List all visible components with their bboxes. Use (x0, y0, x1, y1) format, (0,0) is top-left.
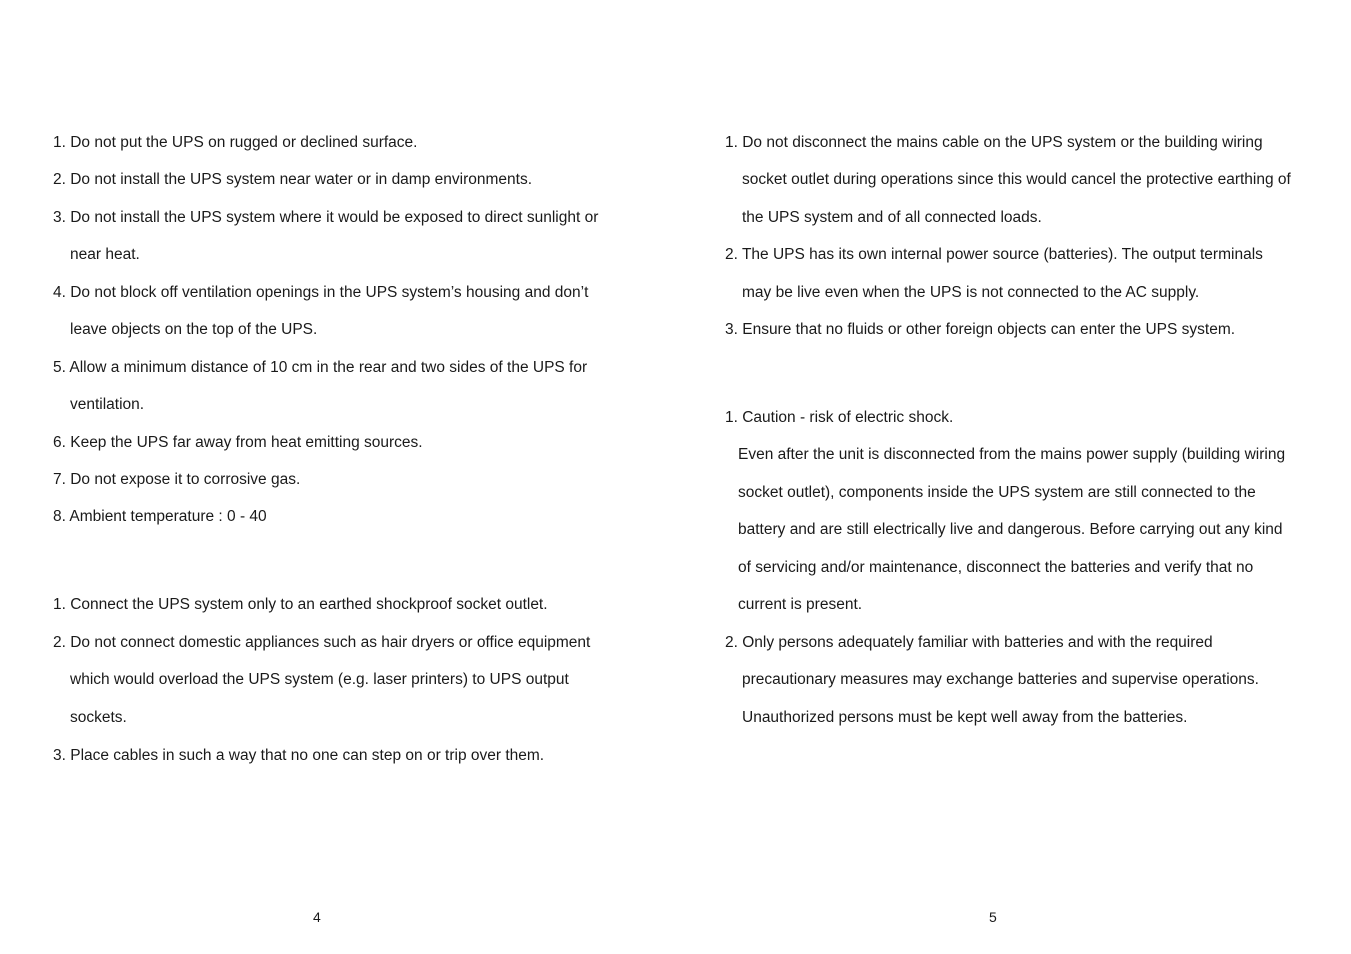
install-item-6: 6. Keep the UPS far away from heat emitting sources. (53, 434, 423, 451)
install-item-2: 2. Do not install the UPS system near water or in damp environments. (53, 171, 532, 188)
install-item-5: 5. Allow a minimum distance of 10 cm in the rear and two sides of the UPS for (53, 359, 588, 376)
maintenance-item-1-cont-3: battery and are still electrically live and dangerous. Before carrying out any kind (738, 521, 1283, 538)
operation-item-2-cont: may be live even when the UPS is not connected to the AC supply. (742, 284, 1200, 301)
operation-item-1-cont-2: the UPS system and of all connected loads. (742, 209, 1042, 226)
operation-item-1: 1. Do not disconnect the mains cable on the UPS system or the building wiring (725, 134, 1263, 151)
install-item-8: 8. Ambient temperature : 0 - 40 (53, 508, 267, 525)
page-number: 4 (313, 909, 321, 925)
install-item-1: 1. Do not put the UPS on rugged or declined surface. (53, 134, 418, 151)
left-page (0, 0, 675, 954)
right-page (675, 0, 1351, 954)
connect-item-2-cont: which would overload the UPS system (e.g. laser printers) to UPS output (70, 671, 569, 688)
connect-item-1: 1. Connect the UPS system only to an earthed shockproof socket outlet. (53, 596, 548, 613)
install-item-4: 4. Do not block off ventilation openings in the UPS system’s housing and don’t (53, 284, 589, 301)
install-item-5-cont: ventilation. (70, 396, 145, 413)
page-number: 5 (989, 909, 997, 925)
maintenance-item-2-cont: precautionary measures may exchange batteries and supervise operations. (742, 671, 1259, 688)
connect-item-2-cont-2: sockets. (70, 709, 127, 726)
operation-item-3: 3. Ensure that no fluids or other foreign objects can enter the UPS system. (725, 321, 1236, 338)
maintenance-item-1-cont-4: of servicing and/or maintenance, disconnect the batteries and verify that no (738, 559, 1254, 576)
maintenance-item-1-cont-2: socket outlet), components inside the UPS system are still connected to the (738, 484, 1256, 501)
maintenance-item-1: 1. Caution - risk of electric shock. (725, 409, 954, 426)
install-item-4-cont: leave objects on the top of the UPS. (70, 321, 318, 338)
install-item-3: 3. Do not install the UPS system where it would be exposed to direct sunlight or (53, 209, 599, 226)
operation-item-1-cont: socket outlet during operations since this would cancel the protective earthing of (742, 171, 1291, 188)
connect-item-2: 2. Do not connect domestic appliances such as hair dryers or office equipment (53, 634, 591, 651)
operation-item-2: 2. The UPS has its own internal power source (batteries). The output terminals (725, 246, 1263, 263)
maintenance-item-2: 2. Only persons adequately familiar with batteries and with the required (725, 634, 1213, 651)
maintenance-item-1-cont: Even after the unit is disconnected from the mains power supply (building wiring (738, 446, 1286, 463)
connect-item-3: 3. Place cables in such a way that no one can step on or trip over them. (53, 747, 545, 764)
maintenance-item-1-cont-5: current is present. (738, 596, 863, 613)
install-item-7: 7. Do not expose it to corrosive gas. (53, 471, 301, 488)
maintenance-item-2-cont-2: Unauthorized persons must be kept well away from the batteries. (742, 709, 1188, 726)
install-item-3-cont: near heat. (70, 246, 140, 263)
